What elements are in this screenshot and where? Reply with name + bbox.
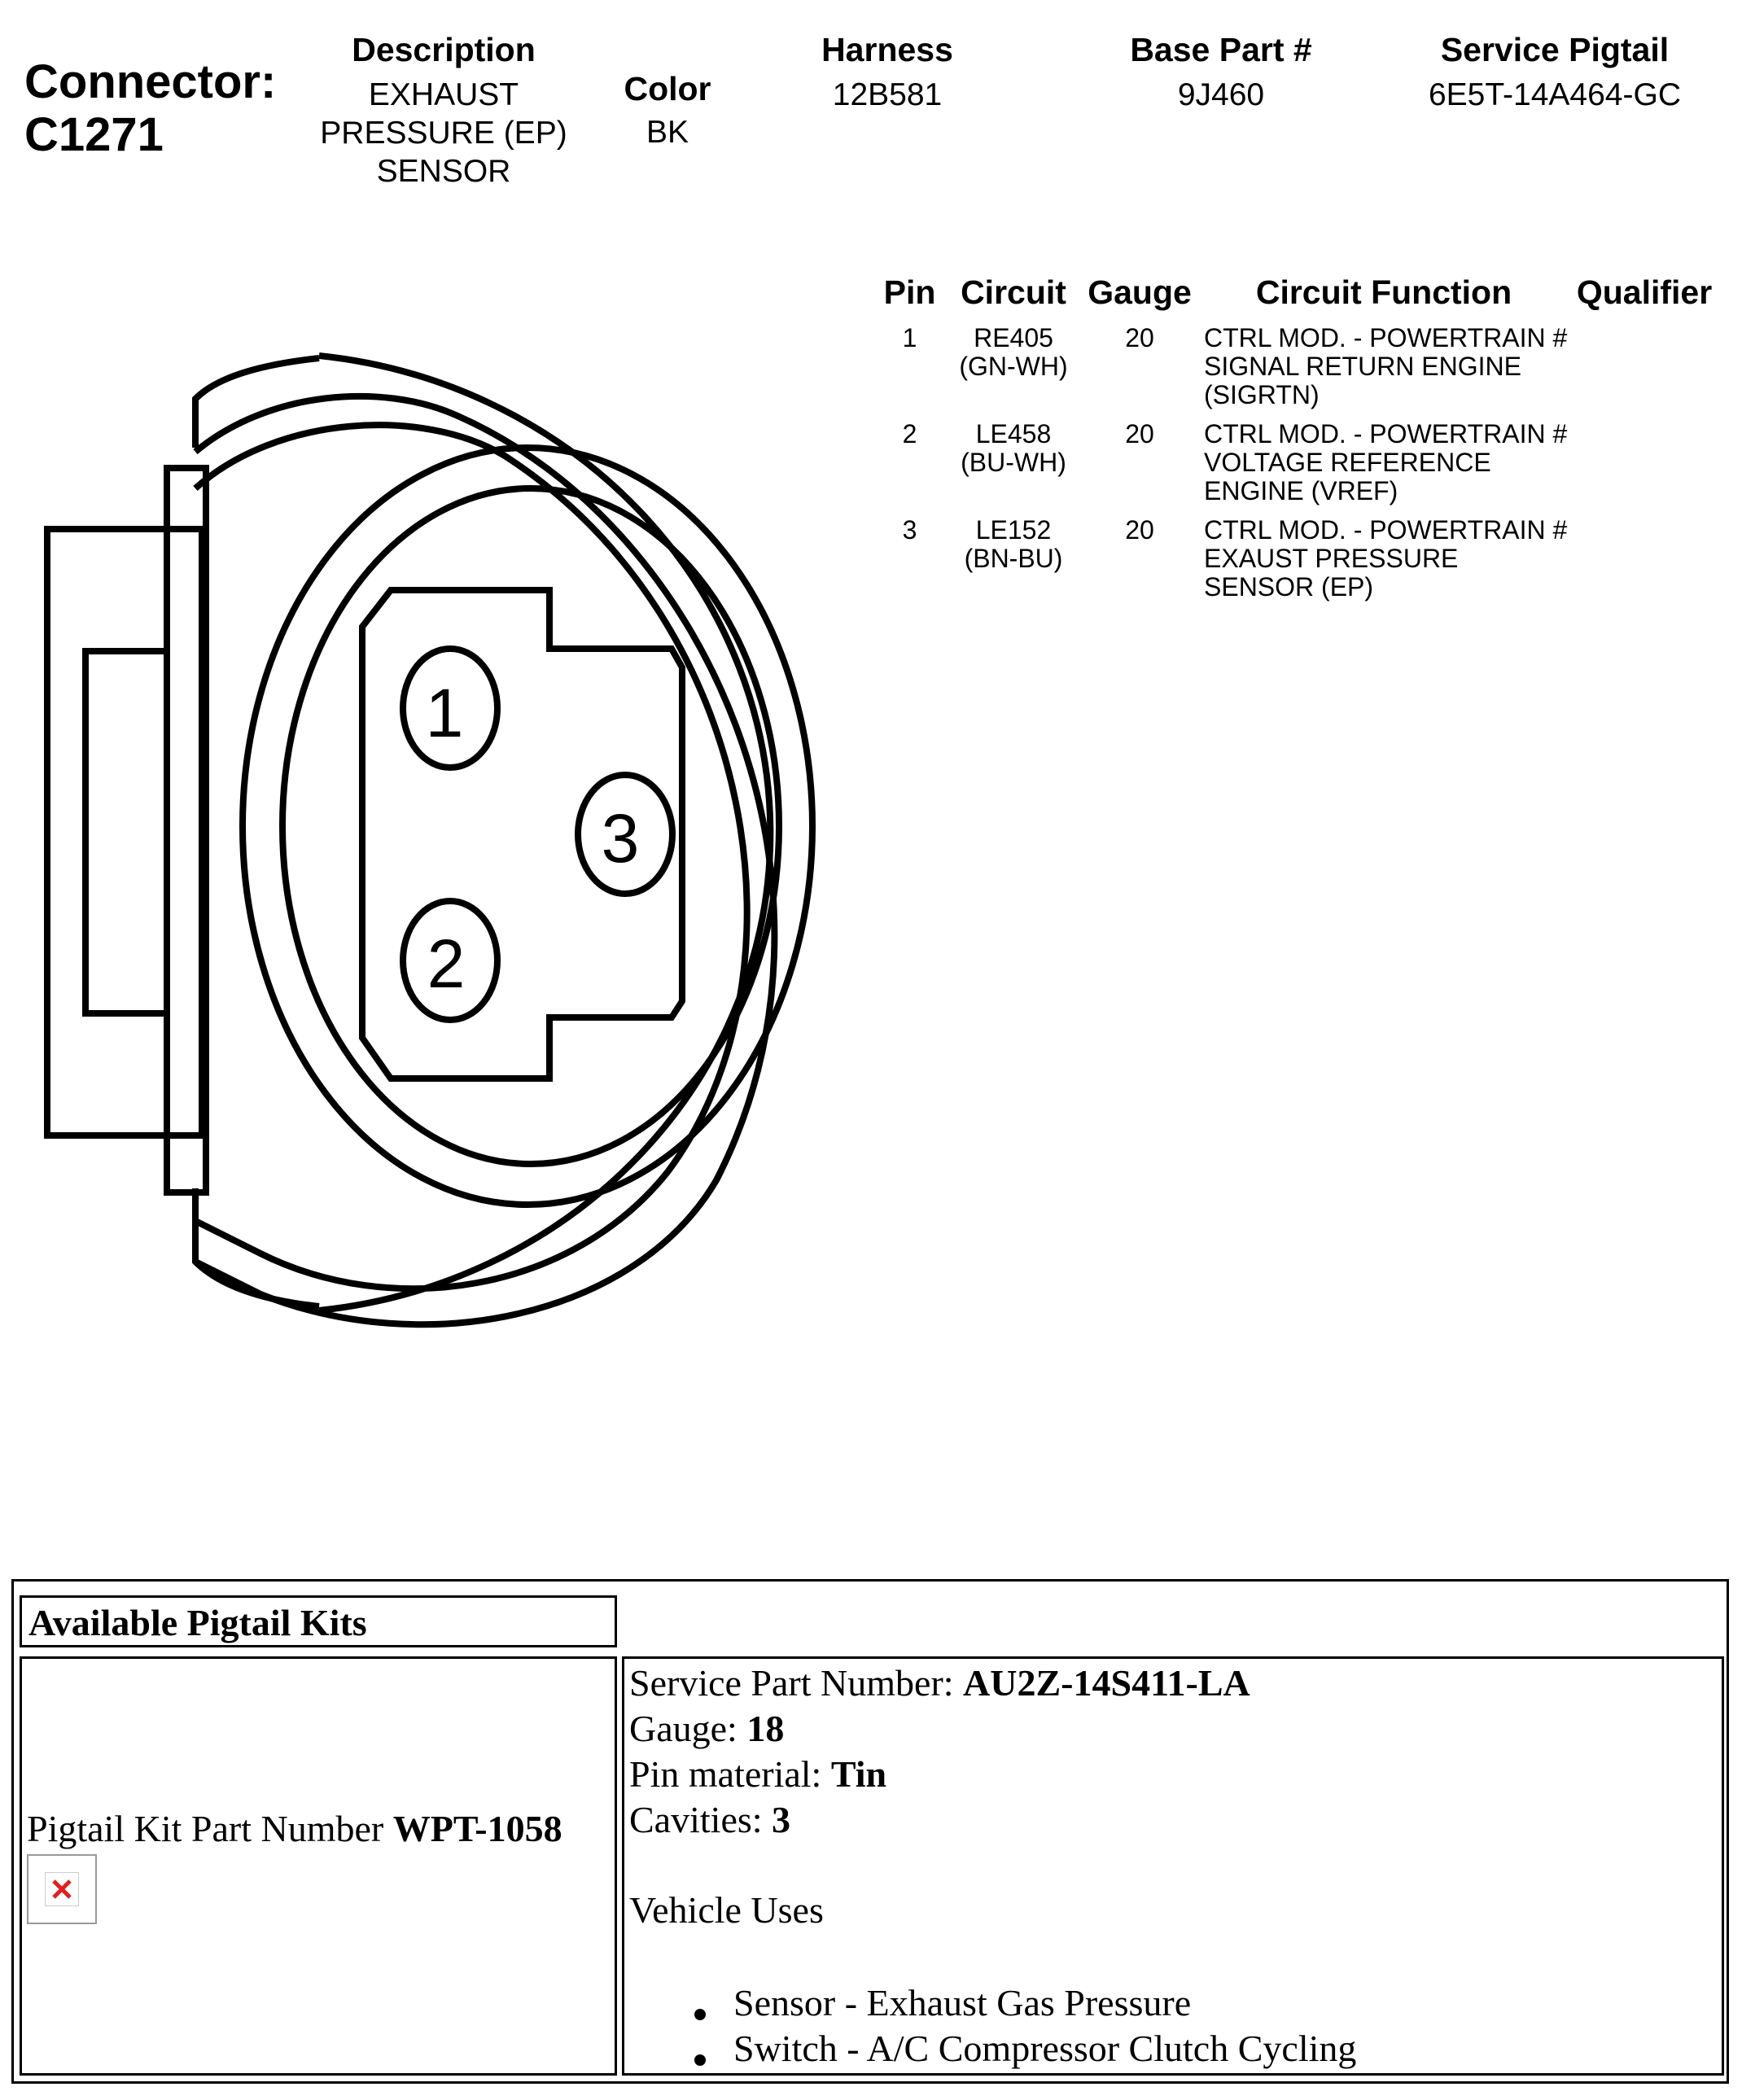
color-value: BK bbox=[646, 115, 689, 150]
gauge-cell: 20 bbox=[1125, 419, 1154, 448]
description-value bbox=[301, 76, 586, 190]
description-line: PRESSURE (EP) bbox=[320, 116, 567, 151]
pigtail-kit-title-box bbox=[20, 1595, 617, 1647]
pigtail-kit-part-number: WPT-1058 bbox=[392, 1808, 562, 1849]
description-column bbox=[301, 31, 586, 190]
gauge-cell: 20 bbox=[1125, 515, 1154, 545]
function-line: EXAUST PRESSURE bbox=[1204, 544, 1459, 573]
service-part-label: Service Part Number: bbox=[629, 1662, 954, 1704]
cavities-value: 3 bbox=[772, 1799, 791, 1840]
pigtail-kit-details-cell bbox=[622, 1656, 1724, 2076]
circuit-code: LE152 bbox=[975, 515, 1052, 545]
pin-material-value: Tin bbox=[830, 1753, 887, 1795]
pin-material-label: Pin material: bbox=[629, 1753, 822, 1795]
description-line: SENSOR bbox=[376, 154, 511, 189]
base-part-value: 9J460 bbox=[1177, 77, 1265, 112]
pin-1-label: 1 bbox=[425, 675, 464, 751]
latch-window bbox=[85, 651, 167, 1013]
pin-number: 3 bbox=[902, 515, 917, 545]
base-part-column bbox=[1099, 31, 1343, 114]
vehicle-use-item: Sensor - Exhaust Gas Pressure bbox=[733, 1982, 1192, 2023]
pigtail-kit-part-cell bbox=[20, 1656, 617, 2076]
color-label: Color bbox=[624, 70, 711, 107]
description-label: Description bbox=[352, 31, 536, 68]
harness-column bbox=[781, 31, 993, 114]
connector-label: Connector: bbox=[24, 55, 277, 108]
description-line: EXHAUST bbox=[368, 77, 519, 112]
gauge-cell: 20 bbox=[1125, 323, 1154, 352]
vehicle-use-item: Switch - A/C Compressor Clutch Cycling bbox=[733, 2028, 1357, 2069]
gauge-row bbox=[629, 1706, 784, 1752]
circuit-function-header: Circuit Function bbox=[1255, 273, 1512, 311]
connector-face-diagram bbox=[0, 309, 863, 1367]
circuit-cell bbox=[948, 324, 1079, 381]
function-line: ENGINE (VREF) bbox=[1204, 476, 1398, 505]
function-line: VOLTAGE REFERENCE bbox=[1204, 448, 1491, 477]
base-part-label: Base Part # bbox=[1130, 31, 1312, 68]
cavities-label: Cavities: bbox=[629, 1799, 763, 1840]
connector-title bbox=[24, 55, 276, 161]
cavities-row bbox=[629, 1797, 790, 1843]
function-line: SENSOR (EP) bbox=[1204, 572, 1374, 602]
circuit-cell bbox=[948, 420, 1079, 477]
circuit-color: (BU-WH) bbox=[961, 448, 1066, 477]
broken-image-icon bbox=[45, 1872, 79, 1906]
gauge-header: Gauge bbox=[1088, 273, 1192, 311]
circuit-cell bbox=[948, 516, 1079, 573]
harness-label: Harness bbox=[821, 31, 953, 68]
color-column bbox=[602, 70, 733, 151]
circuit-header: Circuit bbox=[961, 273, 1066, 311]
function-line: (SIGRTN) bbox=[1204, 380, 1320, 409]
circuit-color: (GN-WH) bbox=[959, 352, 1068, 381]
outer-shroud-bottom-arc bbox=[195, 1188, 319, 1306]
service-pigtail-value: 6E5T-14A464-GC bbox=[1428, 77, 1681, 112]
function-line: SIGNAL RETURN ENGINE bbox=[1204, 352, 1521, 381]
function-line: CTRL MOD. - POWERTRAIN # bbox=[1204, 515, 1568, 545]
pin-3-label: 3 bbox=[601, 800, 640, 877]
pin-number: 2 bbox=[902, 419, 917, 448]
pin-number: 1 bbox=[902, 323, 917, 352]
pigtail-kit-image-placeholder bbox=[27, 1854, 97, 1924]
connector-id: C1271 bbox=[24, 108, 164, 161]
service-part-row bbox=[629, 1660, 1250, 1706]
function-cell bbox=[1204, 420, 1570, 505]
function-line: CTRL MOD. - POWERTRAIN # bbox=[1204, 419, 1568, 448]
service-pigtail-column bbox=[1392, 31, 1718, 114]
pin-header: Pin bbox=[883, 273, 936, 311]
circuit-code: RE405 bbox=[974, 323, 1053, 352]
pin-material-row bbox=[629, 1752, 886, 1797]
harness-value: 12B581 bbox=[832, 77, 943, 112]
pigtail-kit-part-label: Pigtail Kit Part Number bbox=[27, 1808, 384, 1849]
circuit-code: LE458 bbox=[975, 419, 1052, 448]
function-cell bbox=[1204, 516, 1570, 602]
vehicle-uses-label: Vehicle Uses bbox=[629, 1889, 824, 1931]
bullet-icon bbox=[694, 2054, 706, 2066]
mating-face-ring bbox=[243, 448, 812, 1205]
latch-housing bbox=[47, 529, 202, 1135]
pigtail-kit-part-line bbox=[27, 1806, 562, 1852]
function-line: CTRL MOD. - POWERTRAIN # bbox=[1204, 323, 1568, 352]
kit-gauge-label: Gauge: bbox=[629, 1708, 738, 1749]
bullet-icon bbox=[694, 2009, 706, 2020]
pin-2-label: 2 bbox=[427, 925, 466, 1002]
service-part-value: AU2Z-14S411-LA bbox=[963, 1662, 1250, 1704]
circuit-color: (BN-BU) bbox=[964, 544, 1063, 573]
service-pigtail-label: Service Pigtail bbox=[1440, 31, 1670, 68]
pigtail-kit-title: Available Pigtail Kits bbox=[28, 1602, 367, 1643]
function-cell bbox=[1204, 324, 1570, 409]
qualifier-header: Qualifier bbox=[1576, 273, 1713, 311]
kit-gauge-value: 18 bbox=[746, 1708, 785, 1749]
